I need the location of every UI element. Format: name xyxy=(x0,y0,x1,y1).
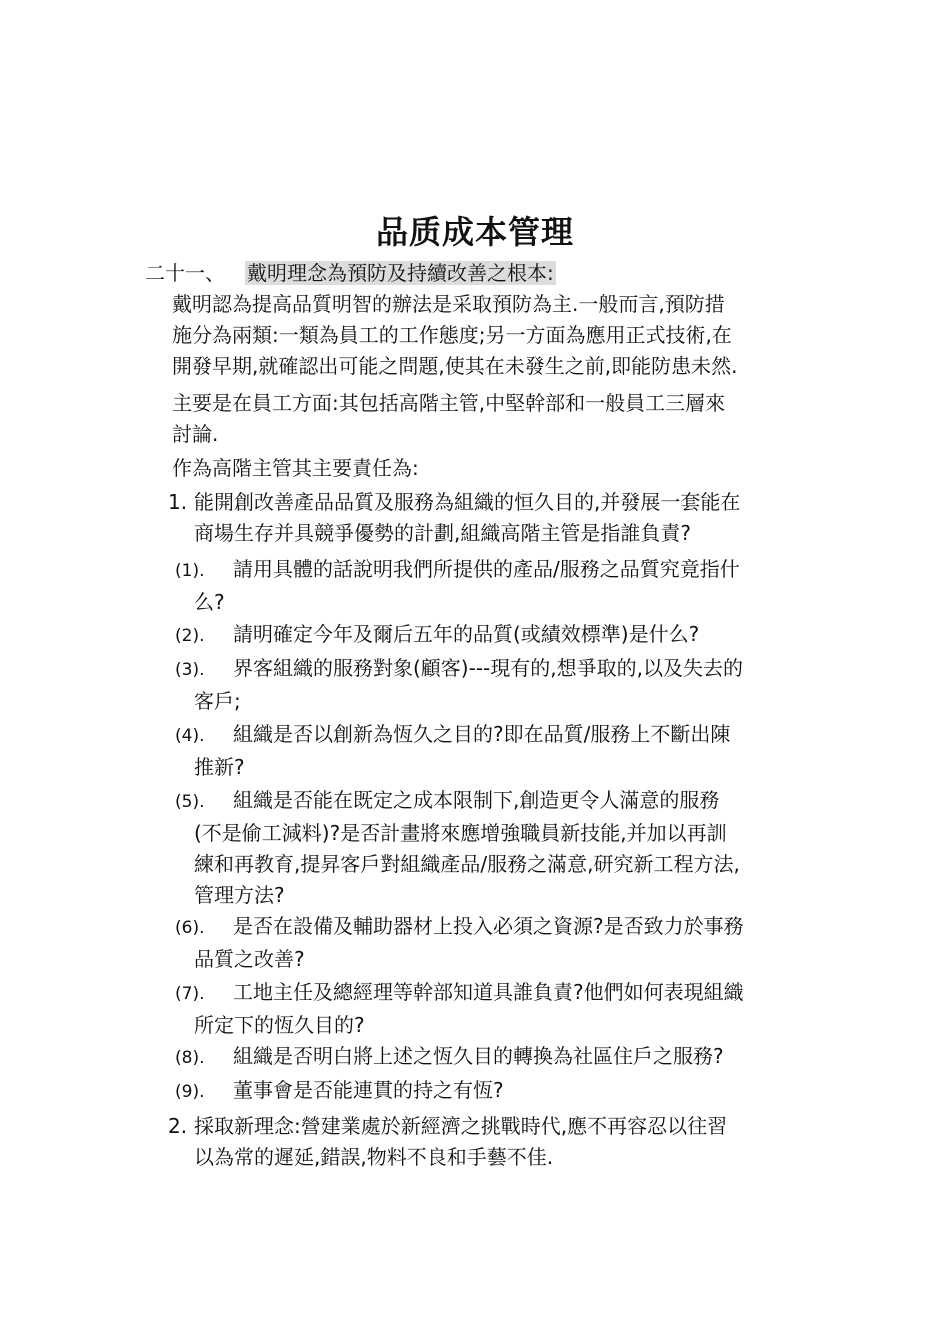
sub-item-line xyxy=(175,977,825,1010)
sub-item-line xyxy=(175,719,825,752)
sub-item-text: 請用具體的話說明我們所提供的產品/服務之品質究竟指什 xyxy=(233,557,740,581)
sub-item-marker: (5). xyxy=(175,792,205,812)
sub-item-marker: (3). xyxy=(175,660,205,680)
sub-item-text: 組織是否能在既定之成本限制下,創造更令人滿意的服務 xyxy=(233,788,720,812)
sub-item-line: (不是偷工減料)?是否計畫將來應增強職員新技能,并加以再訓 xyxy=(194,821,727,845)
list-item-line: 商場生存并具競爭優勢的計劃,組織高階主管是指誰負責? xyxy=(194,521,691,545)
sub-item-line xyxy=(175,653,825,686)
list-item-line: 以為常的遲延,錯誤,物料不良和手藝不佳. xyxy=(194,1145,554,1169)
list-item xyxy=(168,1111,818,1173)
document-title: 品质成本管理 xyxy=(375,213,574,251)
sub-item xyxy=(175,911,825,975)
sub-item-line: 所定下的恆久目的? xyxy=(194,1013,365,1037)
sub-item-marker: (8). xyxy=(175,1048,205,1068)
sub-item-text: 組織是否以創新為恆久之目的?即在品質/服務上不斷出陳 xyxy=(233,722,731,746)
sub-item-line: 么? xyxy=(194,590,225,614)
list-item-text: 採取新理念:營建業處於新經濟之挑戰時代,應不再容忍以往習 xyxy=(194,1114,728,1138)
paragraph-line: 討論. xyxy=(172,422,219,446)
sub-item xyxy=(175,554,825,618)
sub-item-line xyxy=(175,1075,825,1108)
sub-item-line xyxy=(175,785,825,818)
sub-item-marker: (7). xyxy=(175,984,205,1004)
sub-item xyxy=(175,1041,825,1074)
sub-item xyxy=(175,1075,825,1108)
list-marker: 1. xyxy=(168,490,188,514)
sub-item xyxy=(175,719,825,783)
list-item-line xyxy=(168,1111,818,1142)
intro-paragraph-2 xyxy=(172,388,812,450)
paragraph-line: 主要是在員工方面:其包括高階主管,中堅幹部和一般員工三層來 xyxy=(172,391,726,415)
sub-item-marker: (1). xyxy=(175,561,205,581)
list-marker: 2. xyxy=(168,1114,188,1138)
paragraph-line: 施分為兩類:一類為員工的工作態度;另一方面為應用正式技術,在 xyxy=(172,323,732,347)
sub-item-text: 董事會是否能連貫的持之有恆? xyxy=(233,1078,504,1102)
sub-item-marker: (2). xyxy=(175,626,205,646)
sub-item-marker: (9). xyxy=(175,1082,205,1102)
sub-item-line xyxy=(175,554,825,587)
sub-item-line: 客戶; xyxy=(194,689,241,713)
list-item-line xyxy=(168,487,818,518)
sub-item xyxy=(175,653,825,717)
sub-item-text: 是否在設備及輔助器材上投入必須之資源?是否致力於事務 xyxy=(233,914,744,938)
sub-item-line: 品質之改善? xyxy=(194,947,305,971)
paragraph-line: 作為高階主管其主要責任為: xyxy=(172,456,419,480)
sub-item-line: 推新? xyxy=(194,755,245,779)
sub-item-marker: (4). xyxy=(175,726,205,746)
sub-item-marker: (6). xyxy=(175,918,205,938)
sub-item-line xyxy=(175,1041,825,1074)
sub-item-text: 請明確定今年及爾后五年的品質(或績效標準)是什么? xyxy=(233,622,700,646)
sub-item-line xyxy=(175,619,825,652)
section-number: 二十一、 xyxy=(145,261,225,285)
sub-item-text: 工地主任及總經理等幹部知道具誰負責?他們如何表現組織 xyxy=(233,980,744,1004)
intro-paragraph xyxy=(172,289,812,382)
sub-item xyxy=(175,785,825,911)
lead-paragraph xyxy=(172,453,812,484)
section-heading xyxy=(145,258,556,288)
sub-item xyxy=(175,619,825,652)
list-item-text: 能開創改善產品品質及服務為組織的恒久目的,并發展一套能在 xyxy=(194,490,741,514)
sub-item-line: 練和再教育,提昇客戶對組織產品/服務之滿意,研究新工程方法, xyxy=(194,852,740,876)
sub-item-text: 界客組織的服務對象(顧客)---現有的,想爭取的,以及失去的 xyxy=(233,656,743,680)
section-heading-text: 戴明理念為預防及持續改善之根本: xyxy=(247,261,554,285)
sub-item-line: 管理方法? xyxy=(194,883,285,907)
sub-item xyxy=(175,977,825,1041)
list-item xyxy=(168,487,818,549)
paragraph-line: 開發早期,就確認出可能之問題,使其在未發生之前,即能防患未然. xyxy=(172,354,738,378)
sub-item-text: 組織是否明白將上述之恆久目的轉換為社區住戶之服務? xyxy=(233,1044,724,1068)
paragraph-line: 戴明認為提高品質明智的辦法是采取預防為主.一般而言,預防措 xyxy=(172,292,725,316)
sub-item-line xyxy=(175,911,825,944)
